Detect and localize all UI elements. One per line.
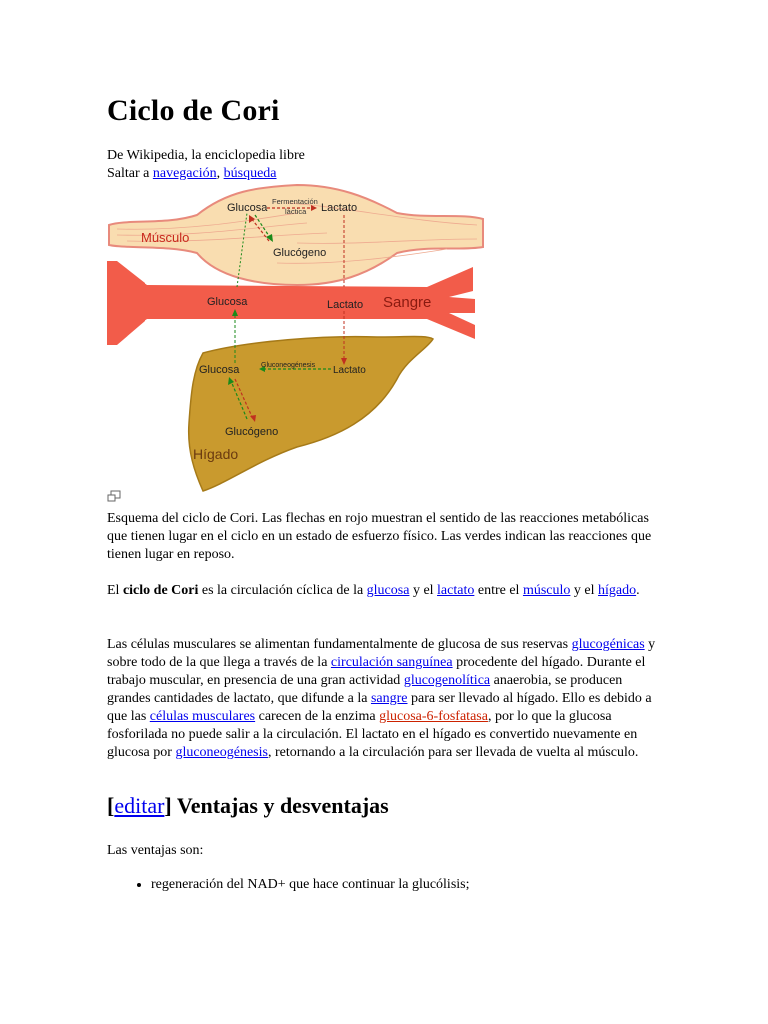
- link-glucogenicas[interactable]: glucogénicas: [571, 637, 645, 652]
- section-heading: [editar] Ventajas y desventajas: [107, 793, 389, 818]
- liver-shape: [189, 337, 433, 492]
- label-fermentacion: Fermentación: [272, 197, 318, 206]
- label-glucosa-higado: Glucosa: [199, 364, 240, 376]
- page-title: Ciclo de Cori: [107, 94, 280, 127]
- enlarge-icon[interactable]: [107, 490, 121, 502]
- label-glucosa-sangre: Glucosa: [207, 296, 248, 308]
- label-glucogeno-musculo: Glucógeno: [273, 247, 327, 259]
- intro-paragraph: El ciclo de Cori es la circulación cíclica de la glucosa y el lactato entre el músculo y el hígado.: [107, 583, 640, 598]
- link-sangre[interactable]: sangre: [370, 691, 408, 706]
- label-musculo: Músculo: [141, 230, 190, 245]
- link-lactato[interactable]: lactato: [437, 583, 475, 598]
- advantages-intro: Las ventajas son:: [107, 843, 204, 858]
- cori-cycle-diagram[interactable]: [107, 183, 487, 493]
- link-glucogenolitica[interactable]: glucogenolítica: [403, 673, 491, 688]
- link-higado[interactable]: hígado: [598, 583, 637, 598]
- link-glucosa-6-fosfatasa[interactable]: glucosa-6-fosfatasa: [379, 709, 488, 724]
- label-lactato-sangre: Lactato: [327, 299, 364, 311]
- label-lactato-higado: Lactato: [333, 365, 366, 376]
- nav-link[interactable]: navegación: [152, 166, 217, 181]
- link-glucosa[interactable]: glucosa: [366, 583, 410, 598]
- jump-links: Saltar a navegación, búsqueda: [107, 166, 277, 181]
- label-sangre: Sangre: [383, 294, 432, 311]
- label-lactato-musculo: Lactato: [321, 202, 358, 214]
- figure-caption: Esquema del ciclo de Cori. Las flechas en rojo muestran el sentido de las reacciones metabólicas que tienen lugar en el ciclo en un estado de esfuerzo físico. Las verdes indican las reacciones que tienen lugar en reposo.: [107, 511, 652, 562]
- diagram-svg: [107, 183, 487, 493]
- label-glucogeno-higado: Glucógeno: [225, 426, 279, 438]
- list-item: • regeneración del NAD+ que hace continuar la glucólisis;: [151, 876, 470, 894]
- advantages-list: [107, 876, 470, 894]
- blood-vessel-left: [107, 261, 145, 345]
- link-musculo[interactable]: músculo: [522, 583, 571, 598]
- label-higado: Hígado: [193, 446, 239, 462]
- label-gluconeogenesis: Gluconeogénesis: [261, 362, 316, 369]
- label-glucosa-musculo: Glucosa: [227, 202, 268, 214]
- body-paragraph: Las células musculares se alimentan fundamentalmente de glucosa de sus reservas glucogénicas y sobre todo de la que llega a través de la circulación sanguínea procedente del hígado. Durante el trabajo muscular, en presencia de una gran actividad glucogenolítica anaerobia, se producen grandes cantidades de lactato, que difunde a la sangre para ser llevado al hígado. Ello es debido a que las células musculares carecen de la enzima glucosa-6-fosfatasa, por lo que la glucosa fosforilada no puede salir a la circulación. El lactato en el hígado es convertido nuevamente en glucosa por gluconeogénesis, retornando a la circulación para ser llevada de vuelta al músculo.: [107, 637, 656, 760]
- link-celulas-musculares[interactable]: células musculares: [149, 709, 256, 724]
- site-subtitle: De Wikipedia, la enciclopedia libre: [107, 148, 305, 163]
- link-gluconeogenesis[interactable]: gluconeogénesis: [175, 745, 268, 760]
- edit-section-link[interactable]: editar: [114, 793, 165, 818]
- label-lactica: láctica: [285, 207, 307, 216]
- link-circulacion-sanguinea[interactable]: circulación sanguínea: [330, 655, 453, 670]
- search-link[interactable]: búsqueda: [223, 166, 277, 181]
